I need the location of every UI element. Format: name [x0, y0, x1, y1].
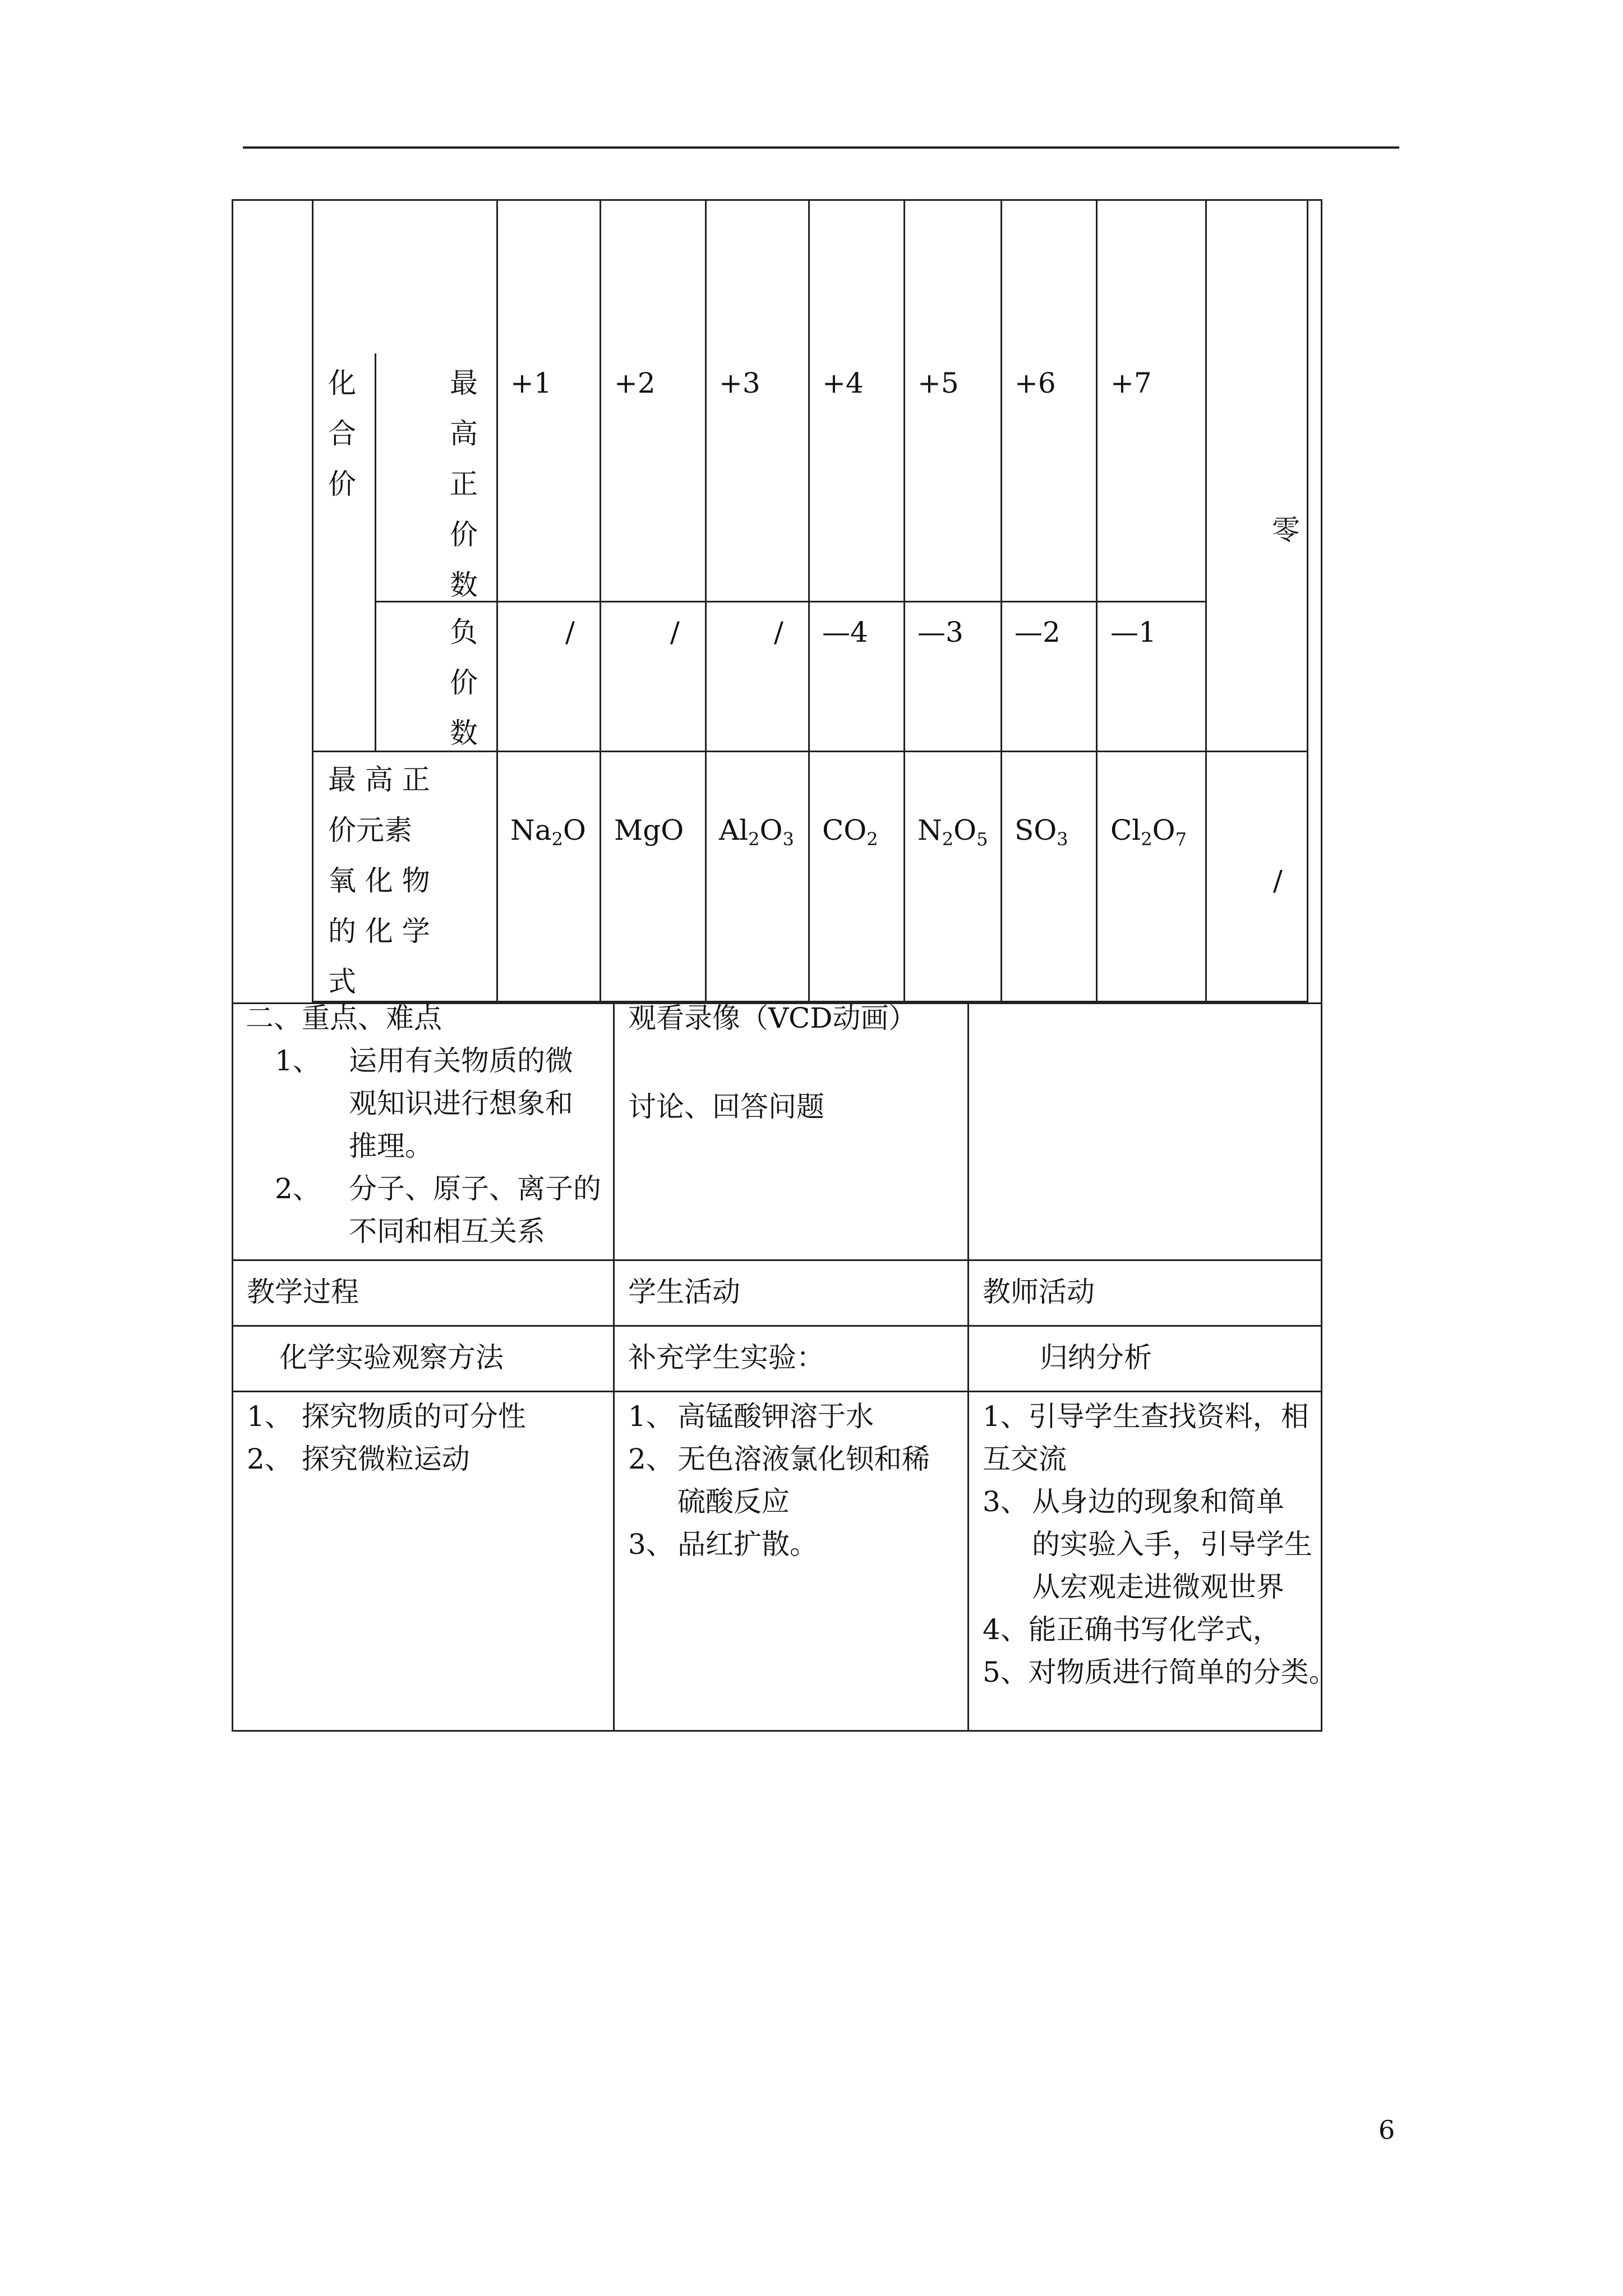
key-point-item: 分子、原子、离子的 不同和相互关系: [349, 1172, 601, 1248]
key-point-item: 运用有关物质的微 观知识进行想象和 推理。: [349, 1045, 573, 1162]
negative-label: 负 价 数: [450, 616, 478, 749]
negative-value: /: [565, 616, 575, 648]
positive-value: +2: [614, 367, 656, 399]
positive-value: +6: [1015, 367, 1056, 399]
teacher-item: 从宏观走进微观世界: [1032, 1571, 1284, 1603]
experiment-item: 品红扩散。: [677, 1528, 818, 1561]
experiment-item: 高锰酸钾溶于水: [677, 1400, 874, 1433]
oxide-formula: $Cl_2O_7$: [1110, 814, 1187, 850]
experiment-number: 3、: [628, 1528, 674, 1561]
teacher-item: 的实验入手，引导学生: [1032, 1528, 1312, 1561]
page-number: 6: [1378, 2115, 1395, 2145]
experiment-number: 1、: [628, 1400, 674, 1433]
positive-value: +4: [822, 367, 864, 399]
oxide-label: 最 高 正 价元素 氧 化 物 的 化 学 式: [328, 763, 430, 998]
discussion-activity: 讨论、回答问题: [628, 1091, 824, 1123]
teacher-item-number: 3、: [983, 1485, 1029, 1518]
teacher-item: 从身边的现象和简单: [1032, 1485, 1284, 1518]
negative-value: —2: [1015, 616, 1061, 648]
negative-value: /: [774, 616, 783, 648]
header-teaching-process: 教学过程: [247, 1276, 359, 1308]
oxide-formula: MgO: [614, 814, 684, 846]
oxide-noble: /: [1273, 864, 1283, 897]
process-items: 1、 探究物质的可分性 2、 探究微粒运动: [247, 1400, 526, 1475]
negative-value: —3: [917, 616, 963, 648]
positive-value: +7: [1110, 367, 1152, 399]
positive-value: +3: [719, 367, 760, 399]
positive-value: +1: [510, 367, 552, 399]
positive-value: +5: [917, 367, 959, 399]
oxide-formula: $N_2O_5$: [917, 814, 988, 850]
key-point-number: 1、: [275, 1045, 321, 1077]
teacher-item: 4、能正确书写化学式，: [983, 1613, 1281, 1646]
zero-label: 零: [1272, 514, 1300, 546]
teacher-item: 1、引导学生查找资料，相: [983, 1400, 1309, 1433]
subheader-observation-method: 化学实验观察方法: [279, 1341, 504, 1374]
header-teacher-activity: 教师活动: [983, 1276, 1095, 1308]
negative-value: —1: [1110, 616, 1156, 648]
oxide-formula: $Al_2O_3$: [719, 814, 794, 850]
subheader-induction-analysis: 归纳分析: [1040, 1341, 1152, 1374]
oxide-formula: $Na_2O$: [510, 814, 586, 850]
oxide-formula: $CO_2$: [822, 814, 878, 850]
highest-positive-label: 最 高 正 价 数: [450, 367, 478, 601]
header-rule: [243, 146, 1399, 149]
valence-label: 化 合 价: [328, 367, 356, 500]
teacher-item: 互交流: [983, 1443, 1067, 1475]
experiment-item: 无色溶液氯化钡和稀 硫酸反应: [677, 1443, 930, 1518]
negative-value: /: [670, 616, 680, 648]
video-activity: 观看录像（VCD动画）: [628, 1002, 917, 1034]
experiment-number: 2、: [628, 1443, 674, 1475]
key-points-title: 二、重点、难点: [246, 1002, 442, 1034]
header-student-activity: 学生活动: [628, 1276, 740, 1308]
teacher-item: 5、对物质进行简单的分类。: [983, 1656, 1337, 1688]
key-point-number: 2、: [275, 1172, 321, 1205]
subheader-student-experiments: 补充学生实验：: [628, 1341, 824, 1374]
negative-value: —4: [822, 616, 868, 648]
oxide-formula: $SO_3$: [1015, 814, 1068, 850]
